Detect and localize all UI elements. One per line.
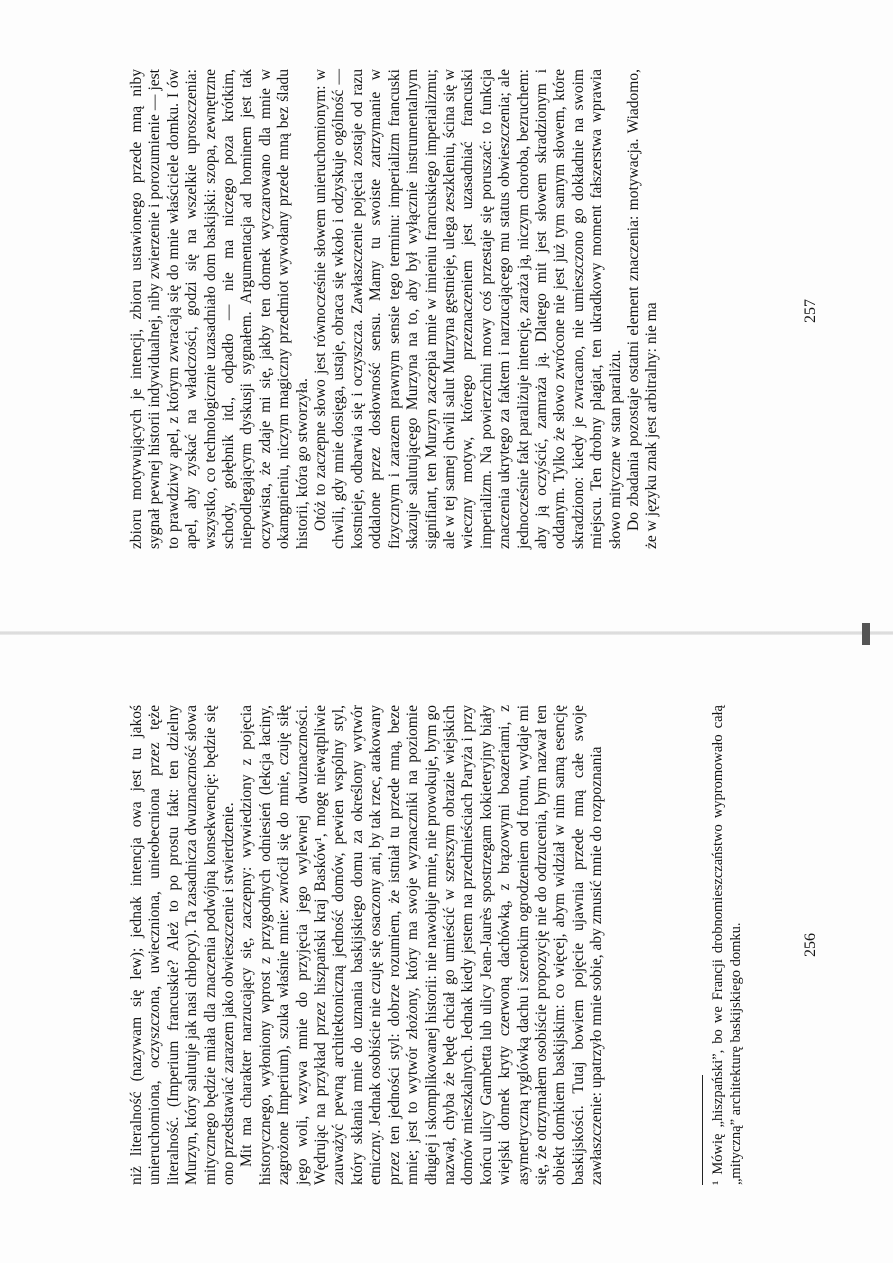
page-number: 257 <box>802 299 819 323</box>
paragraph: Otóż to zaczepne słowo jest równocześnie słowem unieruchomionym: w chwili, gdy mnie dosięga, ustaje, obraca się wkoło i odzyskuje ogólność — kostnieje, odbarwia się i oczyszcza. Zawłaszczenie pojęcia zostaje od razu oddalone przez dosłowność sensu. Mamy tu swoiste zatrzymanie w fizycznym i zarazem prawnym sensie tego terminu: imperializm francuski skazuje salutującego Murzyna na to, aby był wyłącznie instrumentalnym signifiant, ten Murzyn zaczepia mnie w imieniu francuskiego imperializmu; ale w tej samej chwili salut Murzyna gęstnieje, ulega zeszkleniu, ścina się w wieczny motyw, którego przeznaczeniem jest uzasadniać francuski imperializm. Na powierzchni mowy coś przestaje się poruszać: to funkcja znaczenia ukrytego za faktem i narzucającego mu status obwieszczenia; ale jednocześnie fakt paraliżuje intencję, zaraża ją, niczym choroba, bezruchem: aby ją oczyścić, zamraża ją. Dlatego mit jest słowem skradzionym i oddanym. Tylko że słowo zwrócone nie jest już tym samym słowem, które skradziono: kiedy je zwracano, nie umieszczono go dokładnie na swoim miejscu. Ten drobny plagiat, ten ukradkowy moment fałszerstwa wprawia słowo mityczne w stan paraliżu. <box>312 69 624 549</box>
paragraph: zbioru motywujących je intencji, zbioru ustawionego przede mną niby sygnał pewnej historii indywidualnej, niby zwierzenie i porozumienie — jest to prawdziwy apel, z którym zwracają się do mnie właściciele domku. I ów apel, aby zyskać na władczości, godzi się na wszelkie uproszczenia: wszystko, co technologicznie uzasadniało dom baskijski: szopa, zewnętrzne schody, gołębnik itd., odpadło — nie ma niczego poza krótkim, niepodlegającym dyskusji sygnałem. Argumentacja ad hominem jest tak oczywista, że zdaje mi się, jakby ten domek wyczarowano dla mnie w okamgnieniu, niczym magiczny przedmiot wywołany przede mną bez śladu historii, która go stworzyła. <box>128 69 311 549</box>
book-gutter <box>0 631 893 635</box>
left-page <box>0 631 893 1263</box>
paragraph: Mit ma charakter narzucający się, zaczepny: wywiedziony z pojęcia historycznego, wyłoniony wprost z przygodnych odniesień (lekcja łaciny, zagrożone Imperium), szuka właśnie mnie: zwrócił się do mnie, czuję siłę jego woli, wzywa mnie do przyjęcia jego wylewnej dwuznaczności. Wędrując na przykład przez hiszpański kraj Basków¹, mogę niewątpliwie zauważyć pewną architektoniczną jedność domów, pewien wspólny styl, który skłania mnie do uznania baskijskiego domu za określony wytwór etniczny. Jednak osobiście nie czuję się osaczony ani, by tak rzec, atakowany przez ten jedności styl: dobrze rozumiem, że istniał tu przede mną, beze mnie; jest to wytwór złożony, który ma swoje wyznaczniki na poziomie długiej i skomplikowanej historii: nie nawołuje mnie, nie prowokuje, bym go nazwał, chyba że będę chciał go umieścić w szerszym obrazie wiejskich domów mieszkalnych. Jednak kiedy jestem na przedmieściach Paryża i przy końcu ulicy Gambetta lub ulicy Jean-Jaurès spostrzegam kokieteryjny biały wiejski domek kryty czerwoną dachówką, z brązowymi boazeriami, z asymetryczną ryglówką dachu i szerokim ogrodzeniem od frontu, wydaje mi się, że otrzymałem osobiście propozycję nie do odrzucenia, bym nazwał ten obiekt domkiem baskijskim: co więcej, abym widział w nim samą esencję baskijskości. Tutaj bowiem pojęcie ujawnia przede mną całe swoje zawłaszczenie: upatrzyło mnie sobie, aby zmusić mnie do rozpoznania <box>238 705 606 1185</box>
right-page-body <box>128 69 662 549</box>
left-page-body <box>128 705 607 1185</box>
paragraph: niż literalność (nazywam się lew); jednak intencja owa jest tu jakoś unieruchomiona, oczyszczona, uwieczniona, unieobecniona przez tęże literalność. (Imperium francuskie? Ależ to po prostu fakt: ten dzielny Murzyn, który salutuje jak nasi chłopcy). Ta zasadnicza dwuznaczność słowa mitycznego będzie miała dla znaczenia podwójną konsekwencję: będzie się ono przedstawiać zarazem jako obwieszczenie i stwierdzenie. <box>128 705 238 1185</box>
paragraph: Do zbadania pozostaje ostatni element znaczenia: motywacja. Wiadomo, że w języku znak jest arbitralny: nie ma <box>624 69 661 549</box>
right-page <box>0 0 893 631</box>
footnote: ¹ Mówię „hiszpański”, bo we Francji drobnomieszczaństwo wypromowało całą „mityczną” architekturę baskijskiego domku. <box>710 705 744 1185</box>
page-number: 256 <box>802 933 819 957</box>
footnote-rule <box>702 1075 703 1185</box>
